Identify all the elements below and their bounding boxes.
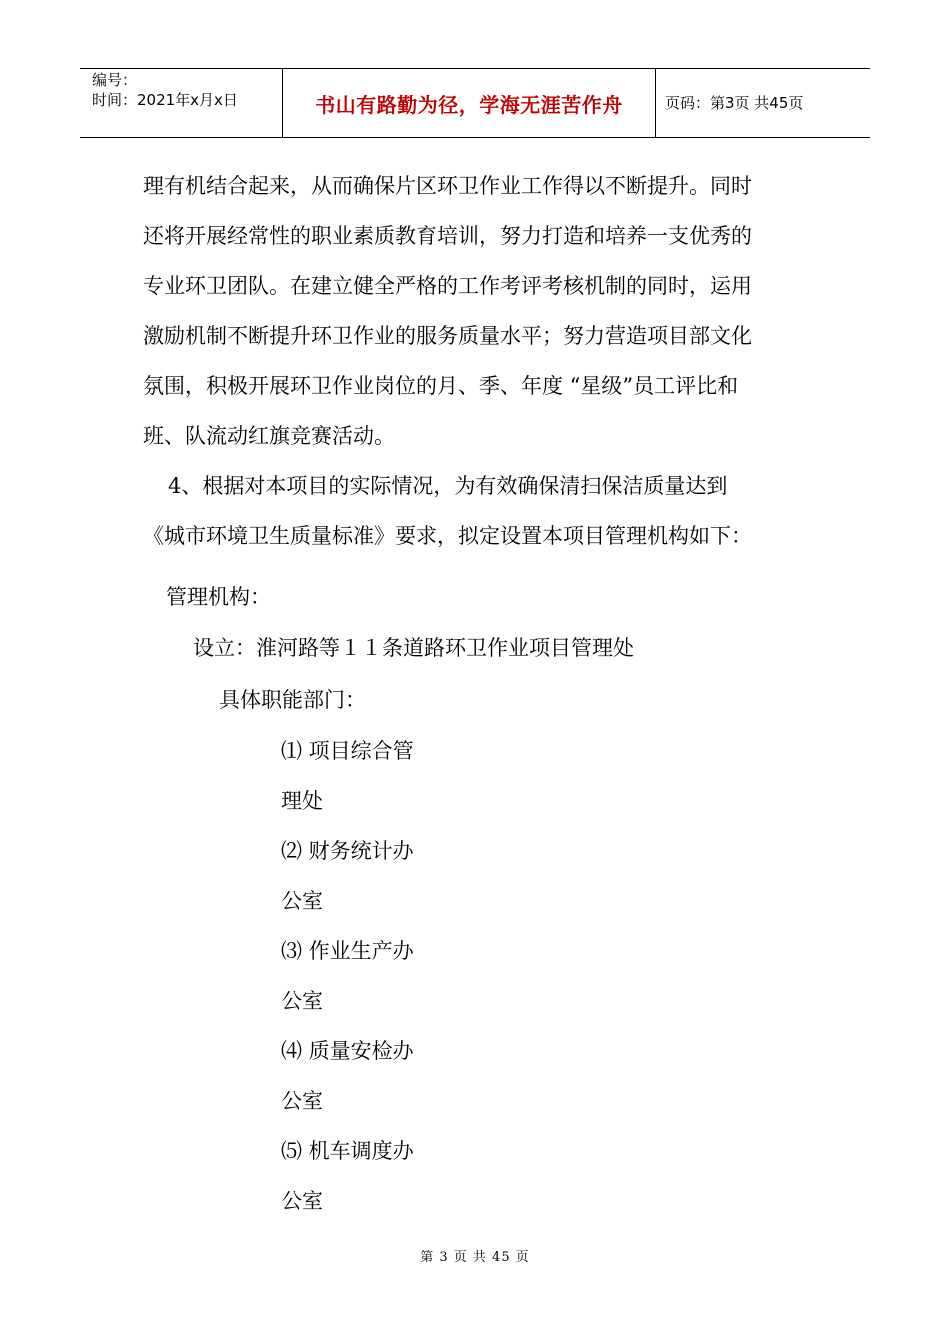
- department-item-cont: 公室: [281, 989, 323, 1013]
- paragraph-line: 4、根据对本项目的实际情况，为有效确保清扫保洁质量达到: [168, 474, 728, 498]
- establish-line: 设立：淮河路等１１条道路环卫作业项目管理处: [193, 636, 634, 660]
- header-page-cell: [655, 69, 870, 137]
- document-date-label: 时间：2021年x月x日: [92, 91, 238, 109]
- paragraph-line: 专业环卫团队。在建立健全严格的工作考评考核机制的同时，运用: [143, 274, 752, 298]
- department-item-cont: 公室: [281, 889, 323, 913]
- department-item-cont: 公室: [281, 1189, 323, 1213]
- department-item-cont: 公室: [281, 1089, 323, 1113]
- department-item: ⑷ 质量安检办: [281, 1039, 414, 1063]
- department-item: ⑸ 机车调度办: [281, 1139, 414, 1163]
- org-label: 管理机构：: [166, 585, 271, 609]
- department-item: ⑴ 项目综合管: [281, 739, 414, 763]
- paragraph-line: 理有机结合起来，从而确保片区环卫作业工作得以不断提升。同时: [143, 174, 752, 198]
- department-item: ⑵ 财务统计办: [281, 839, 414, 863]
- page-footer: 第 3 页 共 45 页: [420, 1250, 530, 1265]
- paragraph-line: 班、队流动红旗竞赛活动。: [143, 424, 395, 448]
- department-item-cont: 理处: [281, 789, 323, 813]
- paragraph-line: 氛围，积极开展环卫作业岗位的月、季、年度 “星级”员工评比和: [143, 374, 739, 398]
- header-motto-cell: [282, 69, 656, 137]
- paragraph-line: 还将开展经常性的职业素质教育培训，努力打造和培养一支优秀的: [143, 224, 752, 248]
- header-motto: 书山有路勤为径，学海无涯苦作舟: [315, 92, 623, 117]
- page-header: [80, 68, 870, 138]
- department-item: ⑶ 作业生产办: [281, 939, 414, 963]
- paragraph-line: 激励机制不断提升环卫作业的服务质量水平；努力营造项目部文化: [143, 324, 752, 348]
- header-page-info: 页码：第3页 共45页: [665, 94, 804, 112]
- header-meta-cell: [80, 69, 282, 137]
- paragraph-line: 《城市环境卫生质量标准》要求，拟定设置本项目管理机构如下：: [143, 524, 752, 548]
- department-heading: 具体职能部门：: [219, 688, 366, 712]
- document-number-label: 编号：: [92, 71, 138, 89]
